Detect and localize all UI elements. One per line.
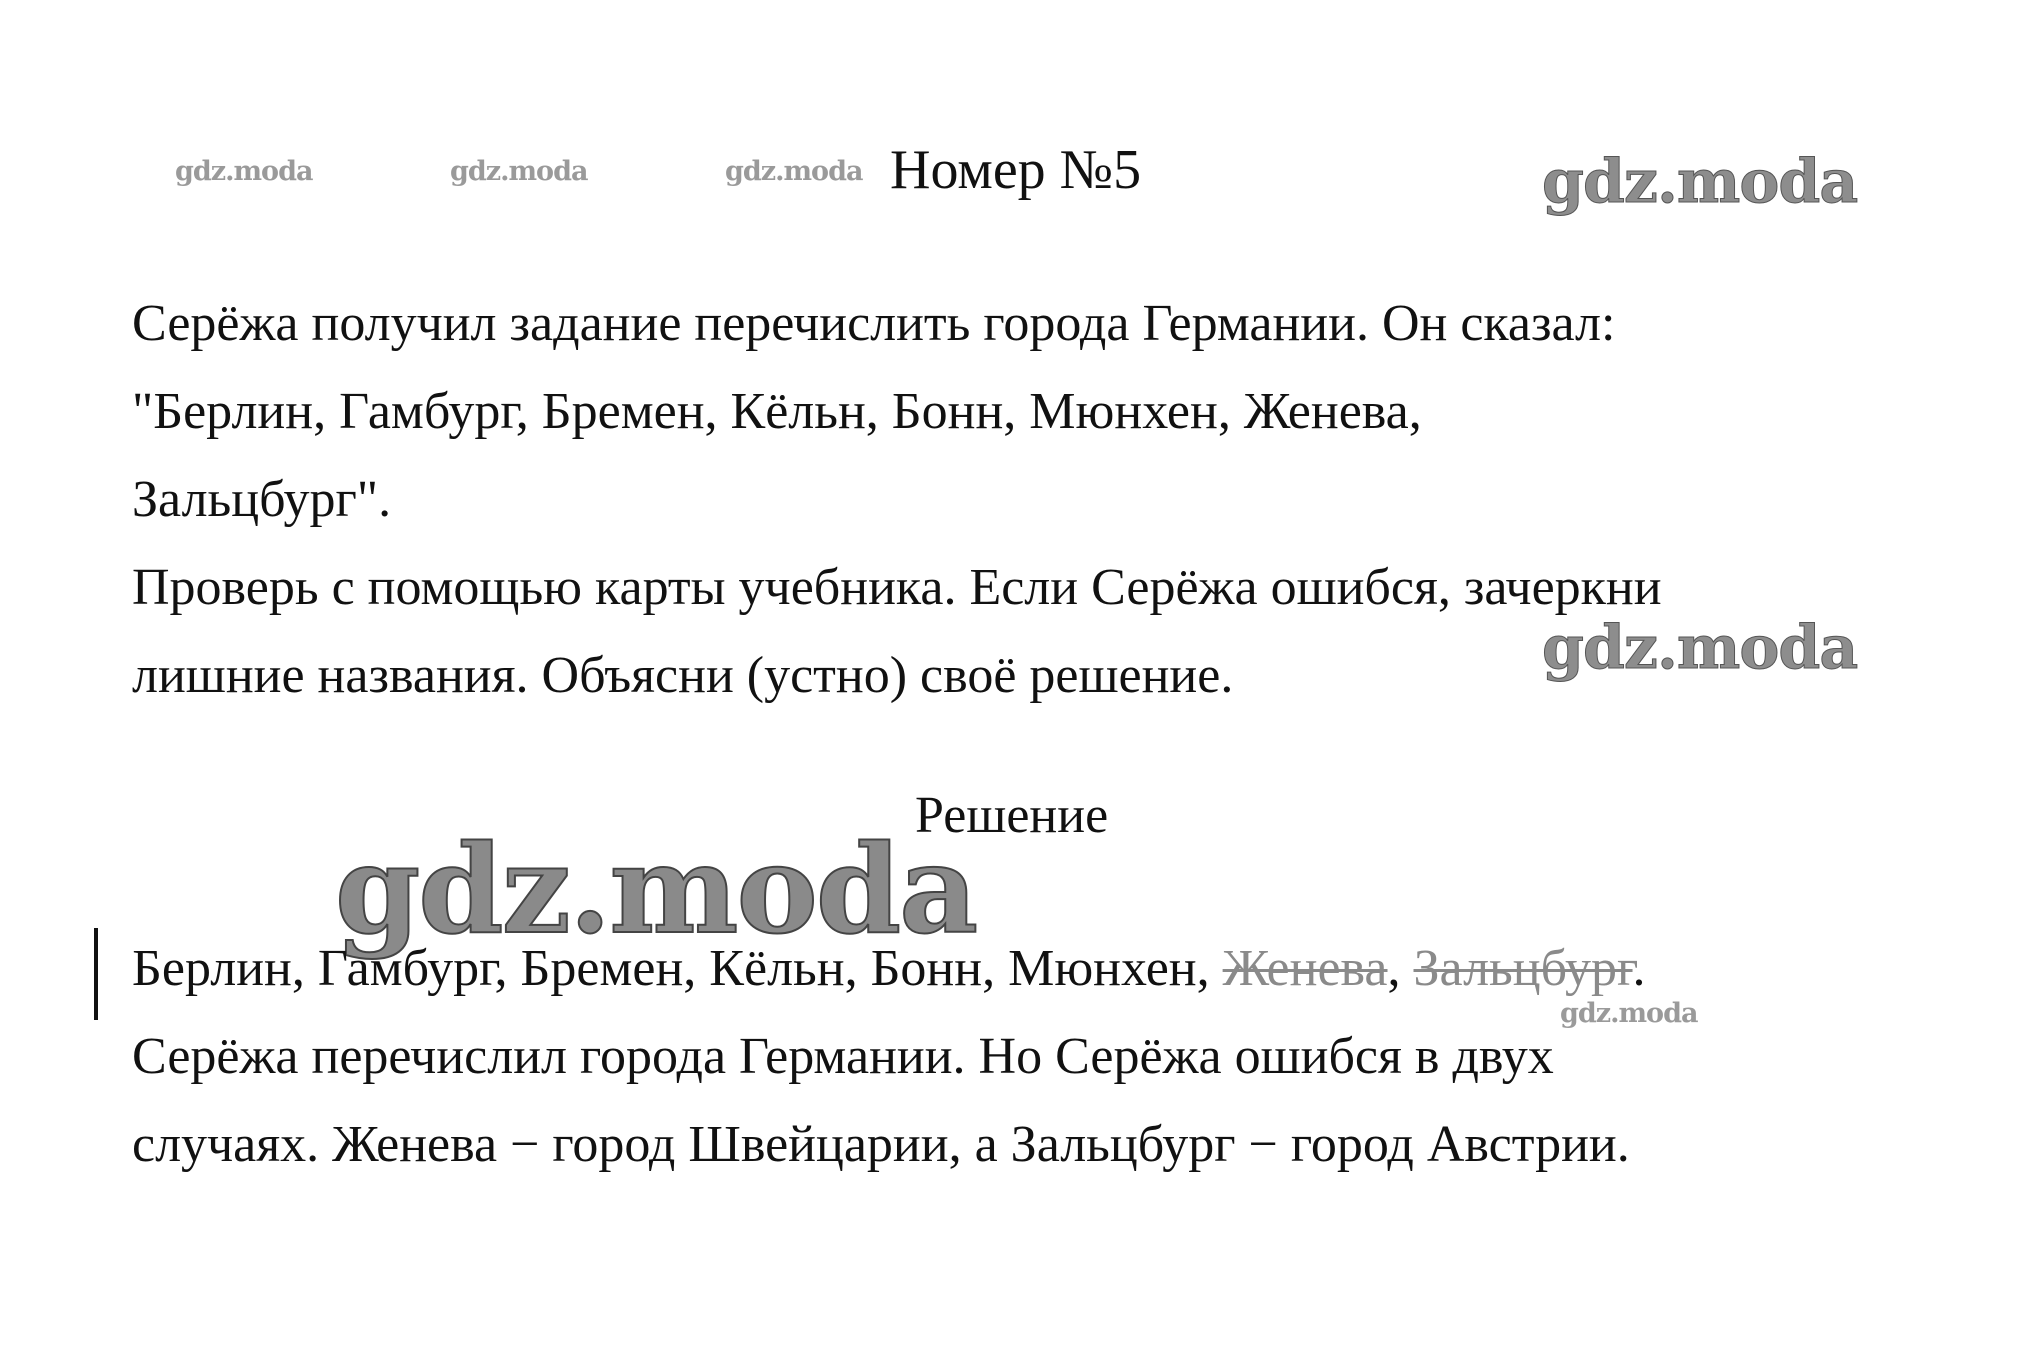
separator: , xyxy=(1387,940,1414,997)
watermark: gdz.moda xyxy=(335,817,977,961)
watermark: gdz.moda xyxy=(1560,998,1698,1029)
task-line: Зальцбург". xyxy=(132,471,392,528)
answer-line: Серёжа перечислил города Германии. Но Серёжа ошибся в двух xyxy=(132,1028,1554,1085)
answer-line: случаях. Женева − город Швейцарии, а Зальцбург − город Австрии. xyxy=(132,1116,1630,1173)
watermark: gdz.moda xyxy=(1542,613,1858,683)
task-line: Серёжа получил задание перечислить города Германии. Он сказал: xyxy=(132,295,1616,352)
watermark: gdz.moda xyxy=(450,156,588,187)
task-line: "Берлин, Гамбург, Бремен, Кёльн, Бонн, Мюнхен, Женева, xyxy=(132,383,1422,440)
watermark: gdz.moda xyxy=(175,156,313,187)
answer-text xyxy=(132,925,1962,1189)
answer-cities-line xyxy=(132,925,1962,1013)
struck-city: Женева xyxy=(1222,940,1388,997)
watermark: gdz.moda xyxy=(1542,147,1858,217)
line-end: . xyxy=(1632,940,1646,997)
struck-city: Зальцбург xyxy=(1413,940,1633,997)
page-title: Номер №5 xyxy=(890,139,1142,201)
kept-cities: Берлин, Гамбург, Бремен, Кёльн, Бонн, Мюнхен, xyxy=(132,940,1223,997)
task-text xyxy=(132,280,1932,720)
text-cursor xyxy=(94,928,98,1020)
solution-heading: Решение xyxy=(915,787,1109,844)
task-line: лишние названия. Объясни (устно) своё решение. xyxy=(132,647,1234,704)
task-line: Проверь с помощью карты учебника. Если Серёжа ошибся, зачеркни xyxy=(132,559,1662,616)
watermark: gdz.moda xyxy=(725,156,863,187)
